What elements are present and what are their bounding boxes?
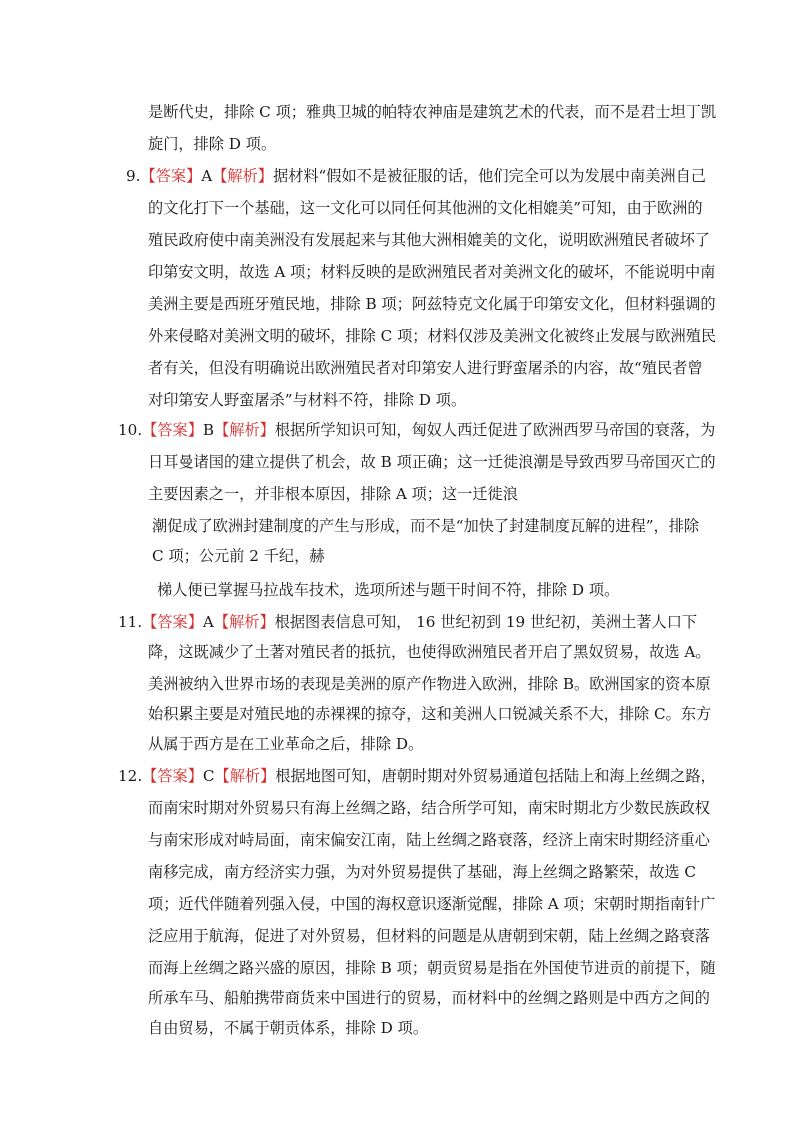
analysis-line: 泛应用于航海，促进了对外贸易，但材料的问题是从唐朝到宋朝，陆上丝绸之路衰落 (148, 927, 710, 945)
answer-label: 【答案】 (140, 167, 202, 185)
answer-item-10-heading (118, 420, 715, 440)
intro-line: 是断代史，排除 C 项；雅典卫城的帕特农神庙是建筑艺术的代表，而不是君士坦丁凯 (148, 103, 717, 121)
analysis-line: 始积累主要是对殖民地的赤裸裸的掠夺，这和美洲人口锐减关系不大，排除 C。东方 (148, 705, 712, 723)
analysis-text: 根据地图可知，唐朝时期对外贸易通道包括陆上和海上丝绸之路， (275, 767, 716, 785)
answer-item-9-heading (126, 166, 706, 186)
analysis-label: 【解析】 (214, 421, 275, 439)
item-number: 12. (118, 767, 143, 785)
analysis-line: 对印第安人野蛮屠杀”与材料不符，排除 D 项。 (148, 391, 467, 409)
analysis-text: 根据所学知识可知，匈奴人西迁促进了欧洲西罗马帝国的衰落，为 (274, 421, 716, 439)
answer-choice: A (202, 613, 214, 631)
analysis-line: 梯人便已掌握马拉战车技术，选项所述与题干时间不符，排除 D 项。 (157, 581, 620, 599)
analysis-line: 项；近代伴随着列强入侵，中国的海权意识逐渐觉醒，排除 A 项；宋朝时期指南针广 (148, 895, 716, 913)
analysis-label: 【解析】 (212, 167, 273, 185)
answer-choice: A (201, 167, 213, 185)
analysis-line: 南移完成，南方经济实力强，为对外贸易提供了基础，海上丝绸之路繁荣，故选 C (148, 863, 697, 881)
analysis-line: 自由贸易，不属于朝贡体系，排除 D 项。 (148, 1019, 429, 1037)
analysis-line: 印第安文明，故选 A 项；材料反映的是欧洲殖民者对美洲文化的破坏，不能说明中南 (148, 263, 716, 281)
answer-label: 【答案】 (142, 421, 203, 439)
analysis-text: 根据图表信息可知， 16 世纪初到 19 世纪初，美洲土著人口下 (274, 613, 698, 631)
answer-item-12-heading (118, 766, 716, 786)
answer-item-11-heading (118, 612, 697, 632)
analysis-text: 据材料“假如不是被征服的话，他们完全可以为发展中南美洲自己 (272, 167, 706, 185)
analysis-line: 外来侵略对美洲文明的破坏，排除 C 项；材料仅涉及美洲文化被终止发展与欧洲殖民 (148, 327, 717, 345)
analysis-line: 与南宋形成对峙局面，南宋偏安江南，陆上丝绸之路衰落，经济上南宋时期经济重心 (148, 831, 710, 849)
analysis-line: 日耳曼诸国的建立提供了机会，故 B 项正确；这一迁徙浪潮是导致西罗马帝国灭亡的 (148, 453, 716, 471)
item-number: 9. (126, 167, 141, 185)
analysis-line: 者有关，但没有明确说出欧洲殖民者对印第安人进行野蛮屠杀的内容，故“殖民者曾 (148, 359, 703, 377)
analysis-line: 潮促成了欧洲封建制度的产生与形成，而不是“加快了封建制度瓦解的进程”，排除 (152, 517, 700, 535)
analysis-line: 主要因素之一，并非根本原因，排除 A 项；这一迁徙浪 (148, 485, 518, 503)
answer-choice: C (202, 767, 215, 785)
analysis-label: 【解析】 (214, 767, 276, 785)
analysis-line: 美洲主要是西班牙殖民地，排除 B 项；阿兹特克文化属于印第安文化，但材料强调的 (148, 295, 716, 313)
analysis-line: 降，这既减少了土著对殖民者的抵抗，也使得欧洲殖民者开启了黑奴贸易，故选 A。 (148, 643, 711, 661)
analysis-line: 从属于西方是在工业革命之后，排除 D。 (148, 735, 424, 753)
analysis-line: 而南宋时期对外贸易只有海上丝绸之路，结合所学可知，南宋时期北方少数民族政权 (148, 799, 710, 817)
answer-label: 【答案】 (142, 767, 203, 785)
analysis-line: 而海上丝绸之路兴盛的原因，排除 B 项；朝贡贸易是指在外国使节进贡的前提下，随 (148, 959, 716, 977)
intro-line: 旋门，排除 D 项。 (148, 135, 277, 153)
analysis-label: 【解析】 (213, 613, 275, 631)
answer-choice: B (202, 421, 215, 439)
analysis-line: 美洲被纳入世界市场的表现是美洲的原产作物进入欧洲，排除 B。欧洲国家的资本原 (148, 675, 711, 693)
analysis-line: 所承车马、船舶携带商货来中国进行的贸易，而材料中的丝绸之路则是中西方之间的 (148, 989, 710, 1007)
analysis-line: 的文化打下一个基础，这一文化可以同任何其他洲的文化相媲美”可知，由于欧洲的 (148, 199, 703, 217)
item-number: 10. (118, 421, 143, 439)
answer-label: 【答案】 (142, 613, 203, 631)
item-number: 11. (118, 613, 143, 631)
analysis-line: 殖民政府使中南美洲没有发展起来与其他大洲相媲美的文化，说明欧洲殖民者破坏了 (148, 231, 710, 249)
analysis-line: C 项；公元前 2 千纪，赫 (152, 547, 325, 565)
